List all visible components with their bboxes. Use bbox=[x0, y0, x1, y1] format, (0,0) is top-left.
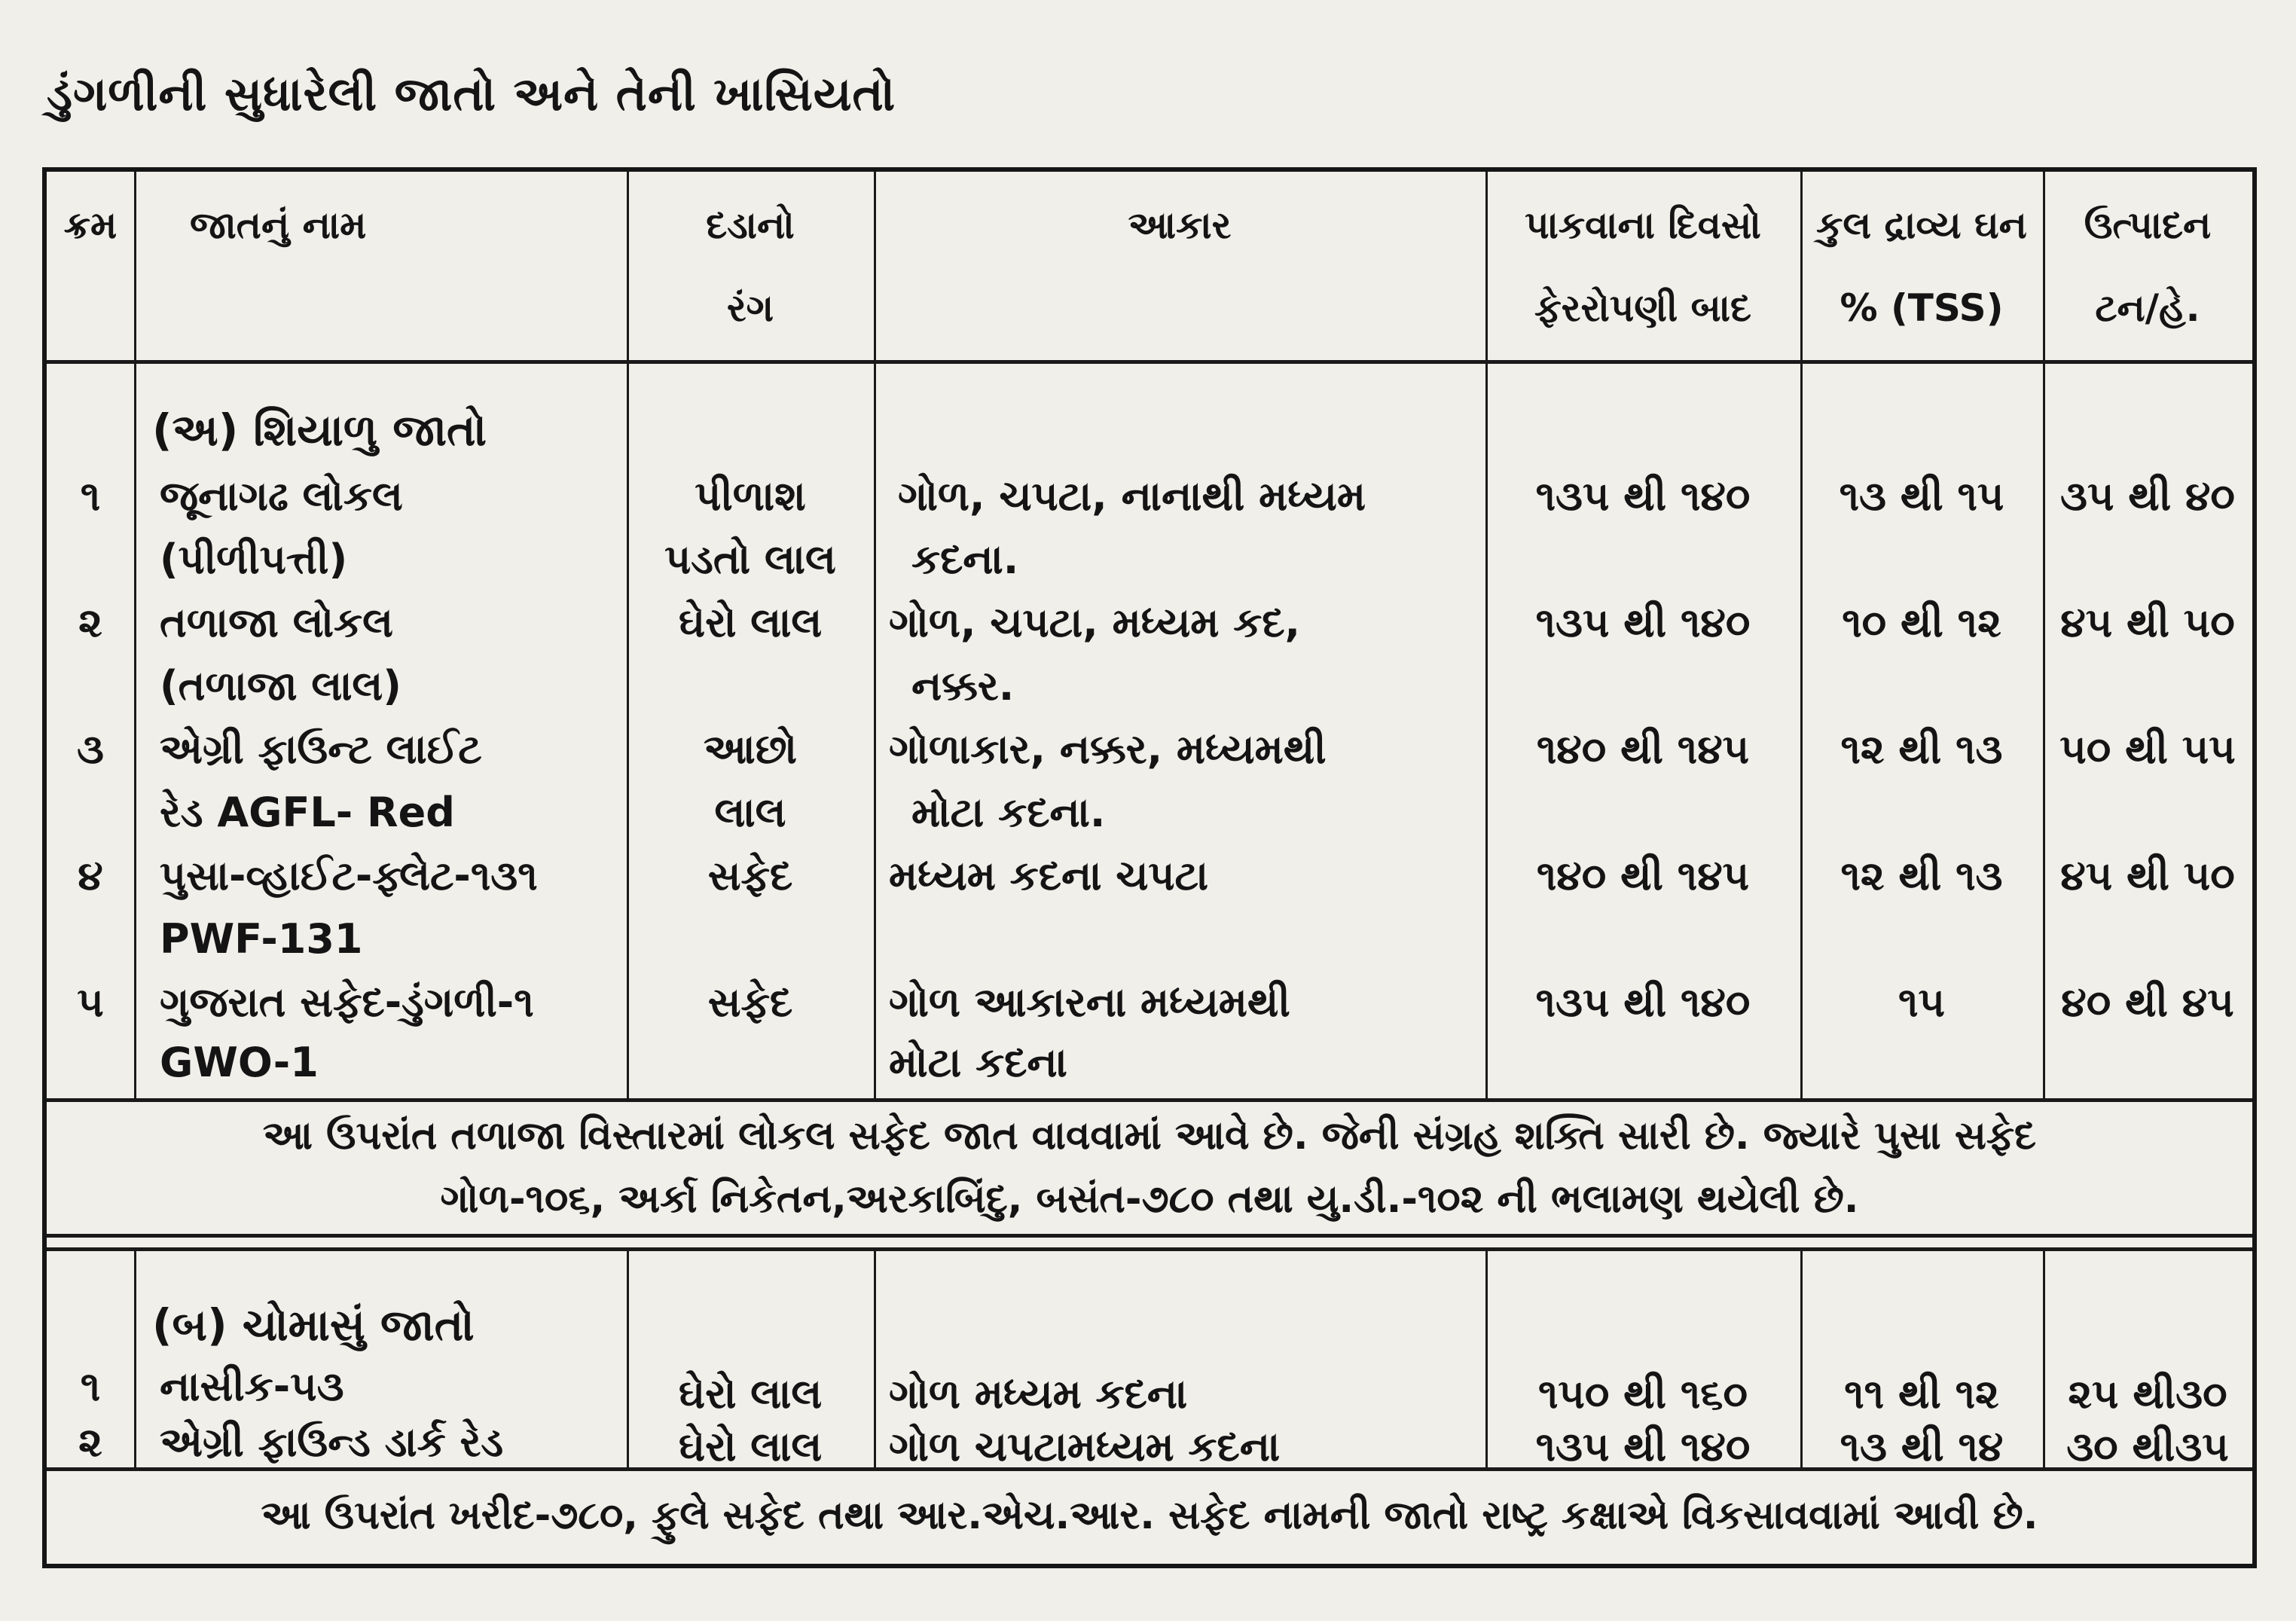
yield-value: ૨૫ થી૩૦ bbox=[2068, 1370, 2227, 1418]
serial-number: ૪ bbox=[78, 852, 103, 899]
serial-number: ૨ bbox=[78, 1418, 102, 1466]
tss-value: ૧૧ થી ૧૨ bbox=[1844, 1370, 1999, 1418]
bulb-shape-cont: મોટા કદના. bbox=[911, 789, 1106, 836]
bulb-shape-cont: નક્કર. bbox=[911, 662, 1015, 710]
bulb-color: ઘેરો લાલ bbox=[678, 599, 823, 646]
header-bulb-color-line2: રંગ bbox=[726, 286, 774, 330]
column-divider bbox=[874, 1247, 876, 1467]
tss-value: ૧૨ થી ૧૩ bbox=[1840, 852, 2003, 899]
page-title: ડુંગળીની સુધારેલી જાતો અને તેની ખાસિયતો bbox=[47, 66, 896, 121]
header-maturity-line1: પાકવાના દિવસો bbox=[1525, 203, 1761, 247]
section-a-note-line1: આ ઉપરાંત તળાજા વિસ્તારમાં લોકલ સફેદ જાત વાવવામાં આવે છે. જેની સંગ્રહ શક્તિ સારી છે. જ્યારે પુસા સફેદ bbox=[262, 1113, 2037, 1159]
section-a-note-line2: ગોળ-૧૦૬, અર્કા નિકેતન,અરકાબિંદુ, બસંત-૭૮૦ તથા યુ.ડી.-૧૦૨ ની ભલામણ થયેલી છે. bbox=[440, 1177, 1859, 1222]
section-a-note-bottom-divider bbox=[47, 1234, 2252, 1238]
variety-name: નાસીક-૫૩ bbox=[160, 1363, 344, 1410]
bulb-color: સફેદ bbox=[707, 978, 793, 1026]
variety-name: એગ્રી ફાઉન્ટ લાઈટ bbox=[160, 725, 482, 773]
bulb-shape: ગોળ, ચપટા, મધ્યમ કદ, bbox=[889, 599, 1301, 646]
bulb-color: પીળાશ bbox=[695, 472, 806, 520]
header-bulb-color-line1: દડાનો bbox=[706, 203, 795, 247]
yield-value: ૪૦ થી ૪૫ bbox=[2061, 978, 2234, 1026]
column-divider bbox=[874, 172, 876, 1098]
section-a-note-top-divider bbox=[47, 1098, 2252, 1102]
bulb-shape: ગોળ મધ્યમ કદના bbox=[889, 1370, 1188, 1418]
serial-number: ૫ bbox=[77, 978, 104, 1026]
yield-value: ૪૫ થી ૫૦ bbox=[2060, 852, 2235, 899]
tss-value: ૧૫ bbox=[1898, 978, 1945, 1026]
variety-name: એગ્રી ફાઉન્ડ ડાર્ક રેડ bbox=[160, 1418, 504, 1466]
variety-name-alt: (તળાજા લાલ) bbox=[160, 662, 401, 710]
header-divider bbox=[47, 360, 2252, 364]
serial-number: ૨ bbox=[78, 599, 102, 646]
section-b-note: આ ઉપરાંત ખરીદ-૭૮૦, ફુલે સફેદ તથા આર.એચ.આર. સફેદ નામની જાતો રાષ્ટ્ર કક્ષાએ વિકસાવવામાં આવી છે. bbox=[261, 1493, 2038, 1538]
bulb-shape: ગોળાકાર, નક્કર, મધ્યમથી bbox=[889, 725, 1327, 773]
variety-name-alt: (પીળીપત્તી) bbox=[160, 536, 348, 583]
bulb-shape: ગોળ, ચપટા, નાનાથી મધ્યમ bbox=[898, 472, 1366, 520]
variety-name: ગુજરાત સફેદ-ડુંગળી-૧ bbox=[160, 978, 534, 1026]
tss-value: ૧૩ થી ૧૫ bbox=[1839, 472, 2004, 520]
bulb-color-cont: પડતો લાલ bbox=[664, 536, 836, 583]
yield-value: ૩૫ થી ૪૦ bbox=[2060, 472, 2235, 520]
tss-value: ૧૩ થી ૧૪ bbox=[1840, 1423, 2004, 1470]
bulb-color: સફેદ bbox=[707, 852, 793, 899]
header-variety-name: જાતનું નામ bbox=[190, 203, 367, 247]
header-yield-line1: ઉત્પાદન bbox=[2084, 203, 2212, 247]
header-serial: ક્રમ bbox=[63, 203, 118, 247]
tss-value: ૧૨ થી ૧૩ bbox=[1840, 725, 2003, 773]
header-maturity-line2: ફેરરોપણી બાદ bbox=[1534, 286, 1751, 330]
onion-varieties-table bbox=[42, 167, 2257, 1568]
yield-value: ૪૫ થી ૫૦ bbox=[2060, 599, 2235, 646]
section-b-top-divider bbox=[47, 1247, 2252, 1251]
section-a-title: (અ) શિયાળુ જાતો bbox=[152, 404, 487, 456]
bulb-shape-cont: કદના. bbox=[911, 536, 1019, 583]
bulb-color: ઘેરો લાલ bbox=[678, 1423, 823, 1470]
bulb-color: આછો bbox=[704, 725, 797, 773]
variety-name-alt: PWF-131 bbox=[160, 915, 363, 963]
variety-name-alt: GWO-1 bbox=[160, 1039, 319, 1086]
section-b-title: (બ) ચોમાસું જાતો bbox=[152, 1299, 475, 1351]
bulb-color: ઘેરો લાલ bbox=[678, 1370, 823, 1418]
maturity-days: ૧૩૫ થી ૧૪૦ bbox=[1535, 599, 1751, 646]
variety-name-alt: રેડ AGFL- Red bbox=[160, 789, 455, 836]
bulb-shape: મધ્યમ કદના ચપટા bbox=[889, 852, 1209, 899]
bulb-shape: ગોળ ચપટામધ્યમ કદના bbox=[889, 1423, 1281, 1470]
header-shape: આકાર bbox=[1128, 203, 1232, 247]
bulb-shape-cont: મોટા કદના bbox=[889, 1039, 1067, 1086]
maturity-days: ૧૫૦ થી ૧૬૦ bbox=[1537, 1370, 1748, 1418]
header-tss-line2: % (TSS) bbox=[1840, 286, 2004, 330]
yield-value: ૩૦ થી૩૫ bbox=[2066, 1423, 2229, 1470]
serial-number: ૧ bbox=[80, 472, 101, 520]
maturity-days: ૧૩૫ થી ૧૪૦ bbox=[1535, 1423, 1751, 1470]
column-divider bbox=[134, 172, 136, 1098]
bulb-shape: ગોળ આકારના મધ્યમથી bbox=[889, 978, 1290, 1026]
maturity-days: ૧૪૦ થી ૧૪૫ bbox=[1536, 852, 1750, 899]
maturity-days: ૧૩૫ થી ૧૪૦ bbox=[1535, 472, 1751, 520]
header-yield-line2: ટન/હે. bbox=[2095, 286, 2200, 330]
maturity-days: ૧૩૫ થી ૧૪૦ bbox=[1535, 978, 1751, 1026]
bulb-color-cont: લાલ bbox=[714, 789, 786, 836]
serial-number: ૧ bbox=[80, 1363, 101, 1410]
header-tss-line1: કુલ દ્રાવ્ય ઘન bbox=[1816, 203, 2027, 247]
tss-value: ૧૦ થી ૧૨ bbox=[1842, 599, 2001, 646]
variety-name: પુસા-વ્હાઈટ-ફ્લેટ-૧૩૧ bbox=[160, 852, 538, 899]
column-divider bbox=[134, 1247, 136, 1467]
serial-number: ૩ bbox=[77, 725, 104, 773]
maturity-days: ૧૪૦ થી ૧૪૫ bbox=[1536, 725, 1750, 773]
variety-name: જૂનાગઢ લોકલ bbox=[160, 472, 403, 520]
yield-value: ૫૦ થી ૫૫ bbox=[2059, 725, 2236, 773]
variety-name: તળાજા લોકલ bbox=[160, 599, 393, 646]
